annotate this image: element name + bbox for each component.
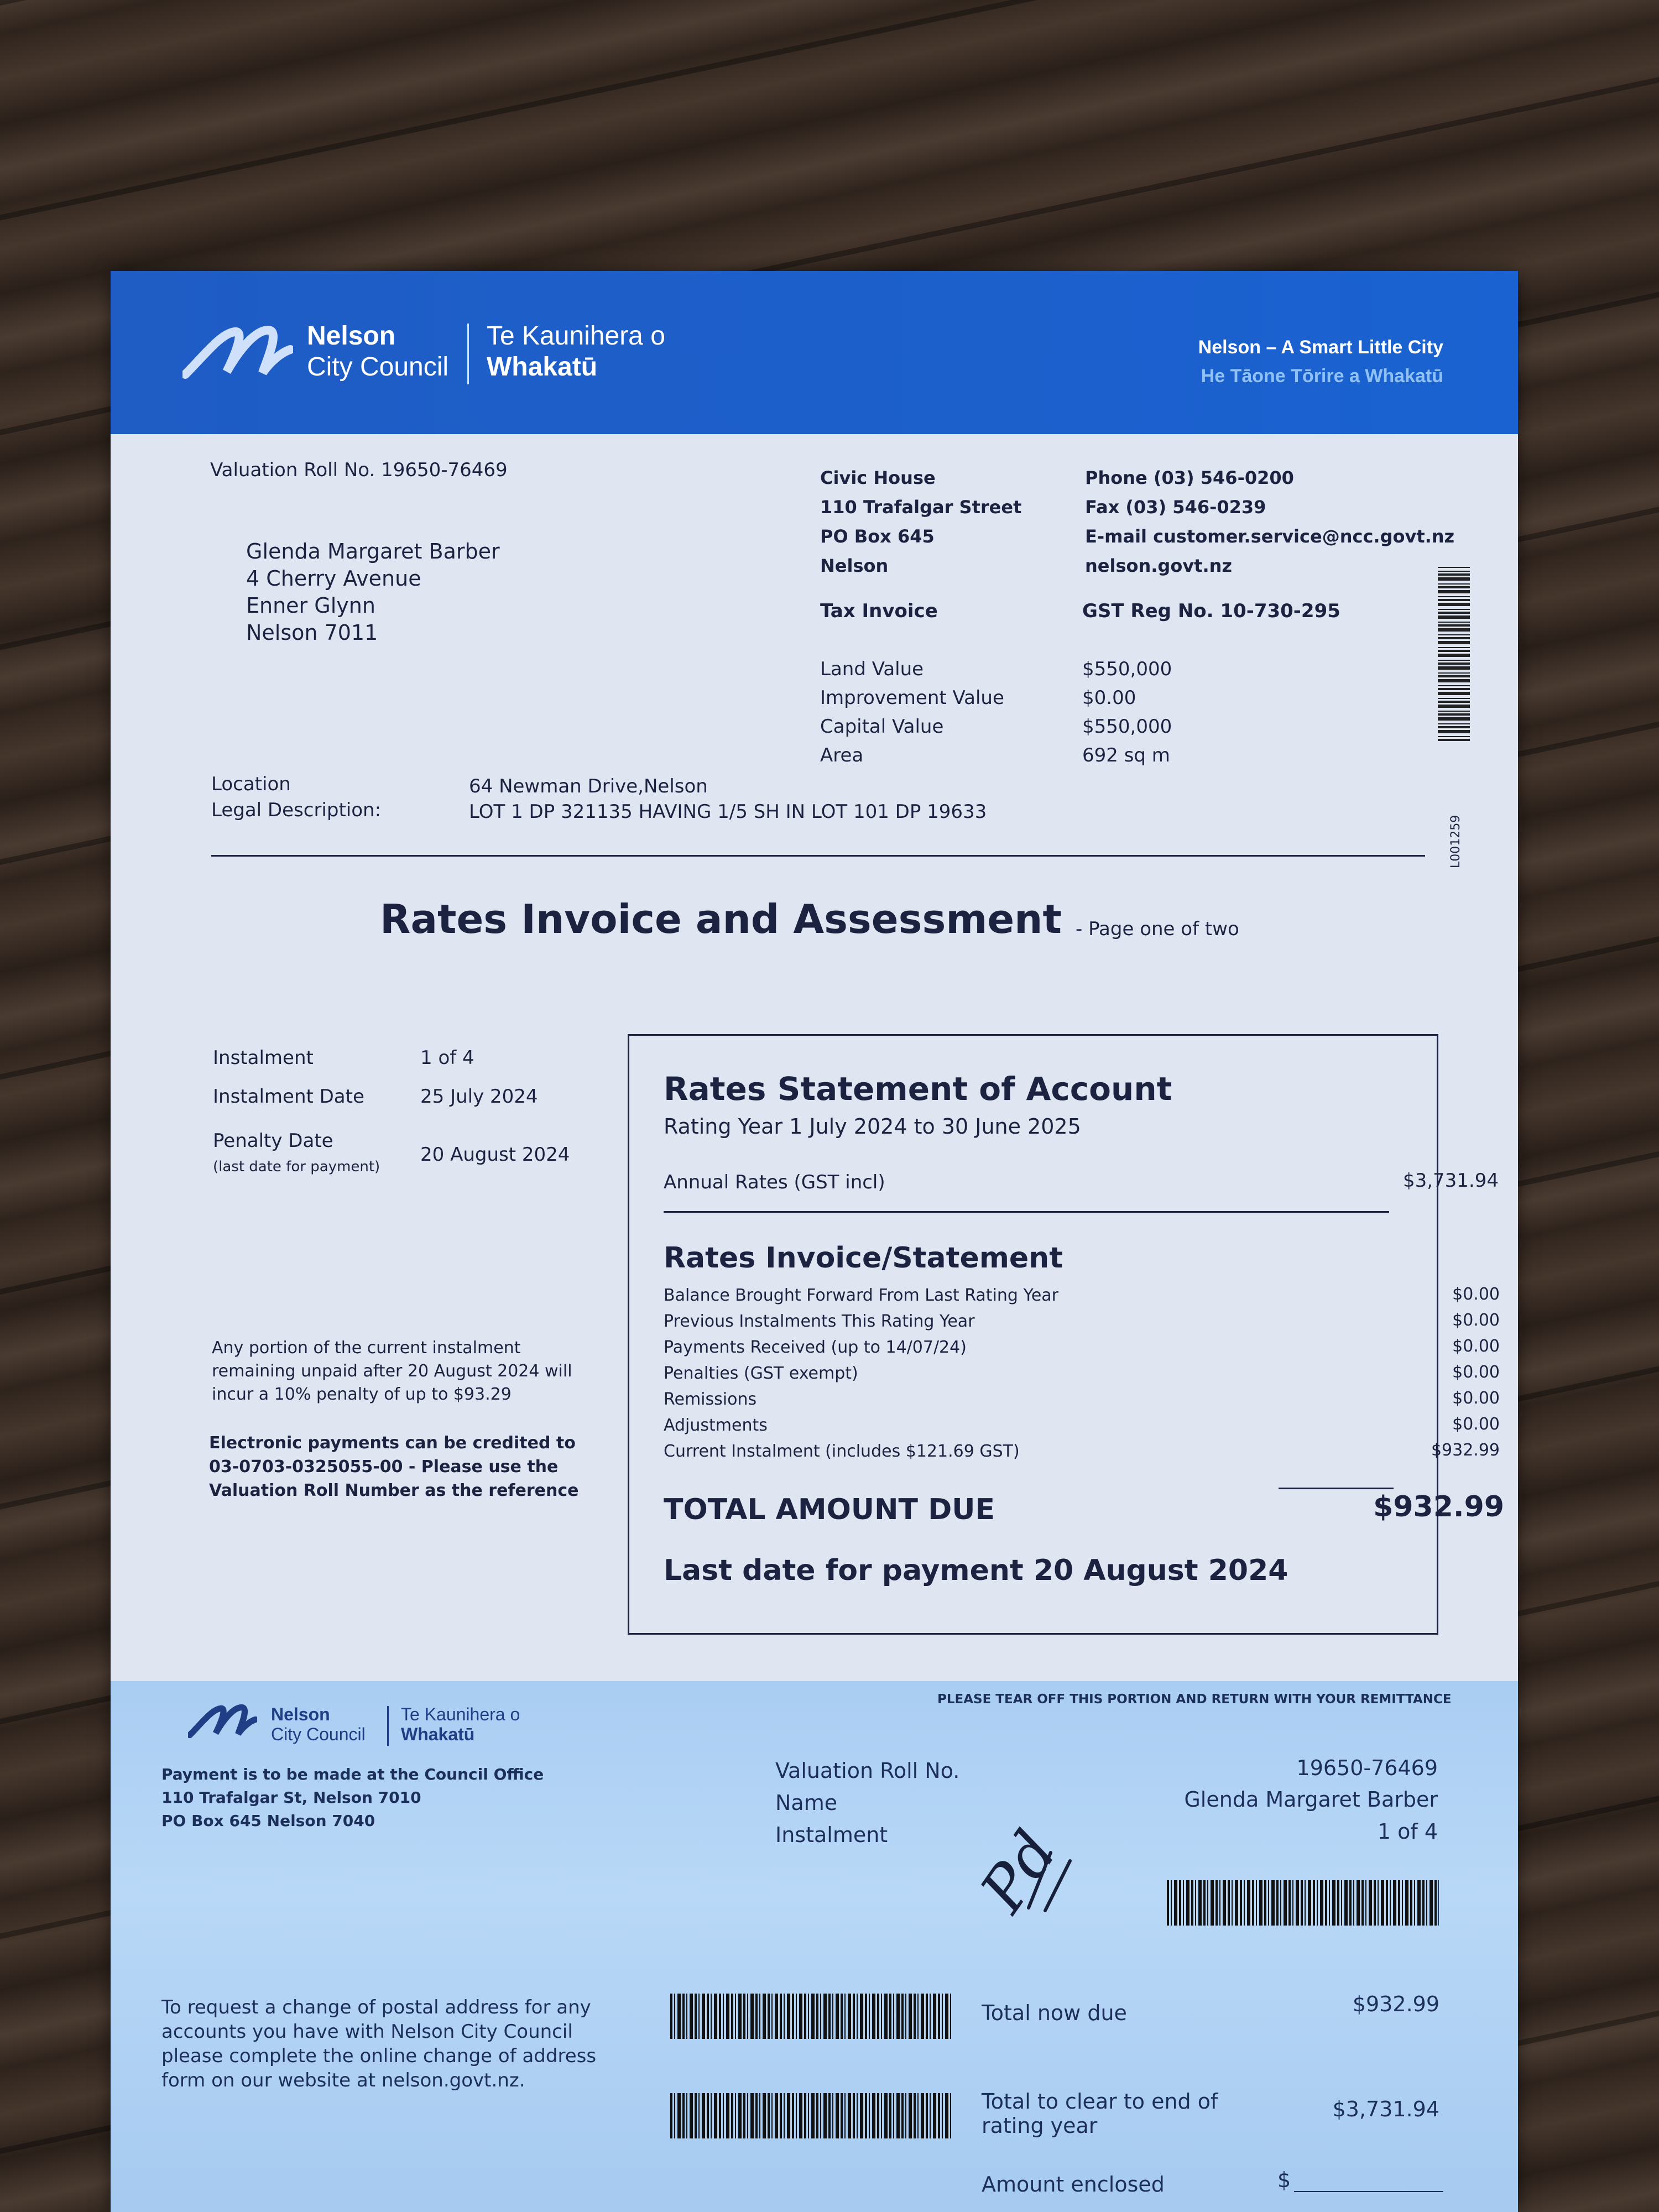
land-value: $550,000 [1082, 658, 1172, 680]
penalty-note-2: remaining unpaid after 20 August 2024 will [212, 1361, 572, 1381]
side-code: L001259 [1449, 815, 1463, 868]
address-line-4: Nelson 7011 [246, 620, 378, 645]
stub-name-label: Name [775, 1791, 838, 1815]
total-clear-label-2: rating year [982, 2114, 1098, 2138]
stub-brand-divider [387, 1706, 389, 1746]
header-divider [211, 855, 1425, 857]
stub-barcode-3 [670, 2093, 951, 2138]
area-label: Area [820, 744, 864, 766]
improvement-value: $0.00 [1082, 687, 1136, 709]
council-name-mi: Te Kaunihera o Whakatū [487, 321, 665, 382]
valuation-roll: Valuation Roll No. 19650-76469 [210, 459, 508, 481]
address-note-3: please complete the online change of address [161, 2045, 597, 2067]
amount-enclosed-label: Amount enclosed [982, 2172, 1165, 2197]
stub-instalment-label: Instalment [775, 1823, 888, 1847]
amount-enclosed-line[interactable] [1294, 2191, 1443, 2192]
instalment-date-label: Instalment Date [213, 1086, 364, 1108]
nelson-swoosh-logo-icon [182, 322, 293, 383]
handwritten-paid-mark: Pd [979, 1836, 1058, 1907]
electronic-note-2: 03-0703-0325055-00 - Please use the [209, 1457, 559, 1477]
council-slogan: Nelson – A Smart Little City He Tāone Tōrire a Whakatū [1198, 337, 1443, 387]
row-payments-label: Payments Received (up to 14/07/24) [664, 1338, 967, 1357]
row-adjustments-label: Adjustments [664, 1416, 768, 1435]
nelson-swoosh-logo-small-icon [188, 1700, 257, 1742]
penalty-date: 20 August 2024 [420, 1144, 570, 1166]
stub-barcode-1 [1167, 1880, 1439, 1926]
improvement-value-label: Improvement Value [820, 687, 1004, 709]
last-payment-date: Last date for payment 20 August 2024 [664, 1554, 1288, 1587]
row-adjustments-value: $0.00 [1452, 1415, 1500, 1434]
invoice-section-title: Rates Invoice/Statement [664, 1241, 1063, 1275]
address-note-2: accounts you have with Nelson City Council [161, 2021, 573, 2043]
payment-line-3: PO Box 645 Nelson 7040 [161, 1812, 375, 1830]
payment-line-1: Payment is to be made at the Council Office [161, 1765, 544, 1783]
stub-instalment-value: 1 of 4 [1377, 1819, 1438, 1844]
fax: Fax (03) 546-0239 [1085, 497, 1266, 518]
page-indicator: - Page one of two [1076, 918, 1239, 940]
stub-council-name-mi: Te Kaunihera o Whakatū [401, 1704, 520, 1744]
penalty-note-3: incur a 10% penalty of up to $93.29 [212, 1385, 512, 1404]
handwritten-tick-marks [1012, 1830, 1078, 1913]
total-due-value: $932.99 [1373, 1490, 1504, 1524]
penalty-date-sub: (last date for payment) [213, 1159, 380, 1175]
annual-rates-value: $3,731.94 [1402, 1170, 1499, 1192]
annual-rates-label: Annual Rates (GST incl) [664, 1171, 885, 1193]
stub-barcode-2 [670, 1994, 951, 2039]
address-line-1: Glenda Margaret Barber [246, 539, 500, 564]
electronic-note-3: Valuation Roll Number as the reference [209, 1481, 579, 1500]
row-current-value: $932.99 [1431, 1441, 1500, 1460]
payment-line-2: 110 Trafalgar St, Nelson 7010 [161, 1788, 421, 1807]
address-note-1: To request a change of postal address for any [161, 1996, 591, 2018]
total-now-value: $932.99 [1352, 1992, 1439, 2016]
tax-invoice-label: Tax Invoice [820, 600, 938, 622]
penalty-note-1: Any portion of the current instalment [212, 1338, 521, 1358]
website: nelson.govt.nz [1085, 555, 1233, 576]
email: E-mail customer.service@ncc.govt.nz [1085, 526, 1455, 547]
instalment-label: Instalment [213, 1047, 314, 1069]
row-remissions-label: Remissions [664, 1390, 757, 1409]
total-clear-value: $3,731.94 [1332, 2097, 1439, 2121]
stub-council-name-en: Nelson City Council [271, 1704, 366, 1744]
total-clear-label-1: Total to clear to end of [982, 2089, 1218, 2114]
stub-name-value: Glenda Margaret Barber [1184, 1787, 1438, 1812]
capital-value-label: Capital Value [820, 716, 944, 738]
amount-enclosed-currency: $ [1277, 2168, 1291, 2192]
statement-title: Rates Statement of Account [664, 1070, 1172, 1108]
instalment-date: 25 July 2024 [420, 1086, 538, 1108]
stub-roll-label: Valuation Roll No. [775, 1759, 960, 1783]
statement-divider [664, 1211, 1389, 1213]
brand-divider [467, 324, 469, 384]
total-rule [1279, 1488, 1394, 1489]
office-line-3: PO Box 645 [820, 526, 935, 547]
row-previous-label: Previous Instalments This Rating Year [664, 1312, 975, 1331]
land-value-label: Land Value [820, 658, 924, 680]
rating-year: Rating Year 1 July 2024 to 30 June 2025 [664, 1114, 1081, 1139]
address-line-2: 4 Cherry Avenue [246, 566, 421, 591]
total-now-label: Total now due [982, 2001, 1127, 2025]
stub-roll-value: 19650-76469 [1296, 1756, 1438, 1780]
gst-number: GST Reg No. 10-730-295 [1082, 600, 1340, 622]
address-note-4: form on our website at nelson.govt.nz. [161, 2069, 525, 2091]
office-line-4: Nelson [820, 555, 889, 576]
instalment-value: 1 of 4 [420, 1047, 474, 1069]
location-value: 64 Newman Drive,Nelson [469, 775, 708, 797]
legal-label: Legal Description: [211, 799, 382, 821]
row-penalties-label: Penalties (GST exempt) [664, 1364, 858, 1383]
page-title: Rates Invoice and Assessment [380, 896, 1062, 942]
row-penalties-value: $0.00 [1452, 1363, 1500, 1382]
row-balance-value: $0.00 [1452, 1285, 1500, 1304]
row-current-label: Current Instalment (includes $121.69 GST) [664, 1442, 1020, 1461]
penalty-date-label: Penalty Date [213, 1130, 333, 1152]
row-balance-label: Balance Brought Forward From Last Rating Year [664, 1286, 1059, 1305]
legal-value: LOT 1 DP 321135 HAVING 1/5 SH IN LOT 101 DP 19633 [469, 801, 987, 823]
capital-value: $550,000 [1082, 716, 1172, 738]
row-remissions-value: $0.00 [1452, 1389, 1500, 1408]
address-line-3: Enner Glynn [246, 593, 375, 618]
total-due-label: TOTAL AMOUNT DUE [664, 1493, 995, 1526]
electronic-note-1: Electronic payments can be credited to [209, 1433, 576, 1453]
location-label: Location [211, 773, 291, 795]
area-value: 692 sq m [1082, 744, 1170, 766]
barcode-vertical [1438, 567, 1470, 741]
council-header [111, 271, 1518, 434]
remittance-stub [111, 1681, 1518, 2212]
rates-invoice-paper [111, 271, 1518, 2212]
row-previous-value: $0.00 [1452, 1311, 1500, 1330]
row-payments-value: $0.00 [1452, 1337, 1500, 1356]
tear-off-note: PLEASE TEAR OFF THIS PORTION AND RETURN WITH YOUR REMITTANCE [937, 1692, 1452, 1707]
phone: Phone (03) 546-0200 [1085, 467, 1294, 488]
office-line-2: 110 Trafalgar Street [820, 497, 1022, 518]
office-line-1: Civic House [820, 467, 936, 488]
council-name-en: Nelson City Council [307, 321, 449, 382]
